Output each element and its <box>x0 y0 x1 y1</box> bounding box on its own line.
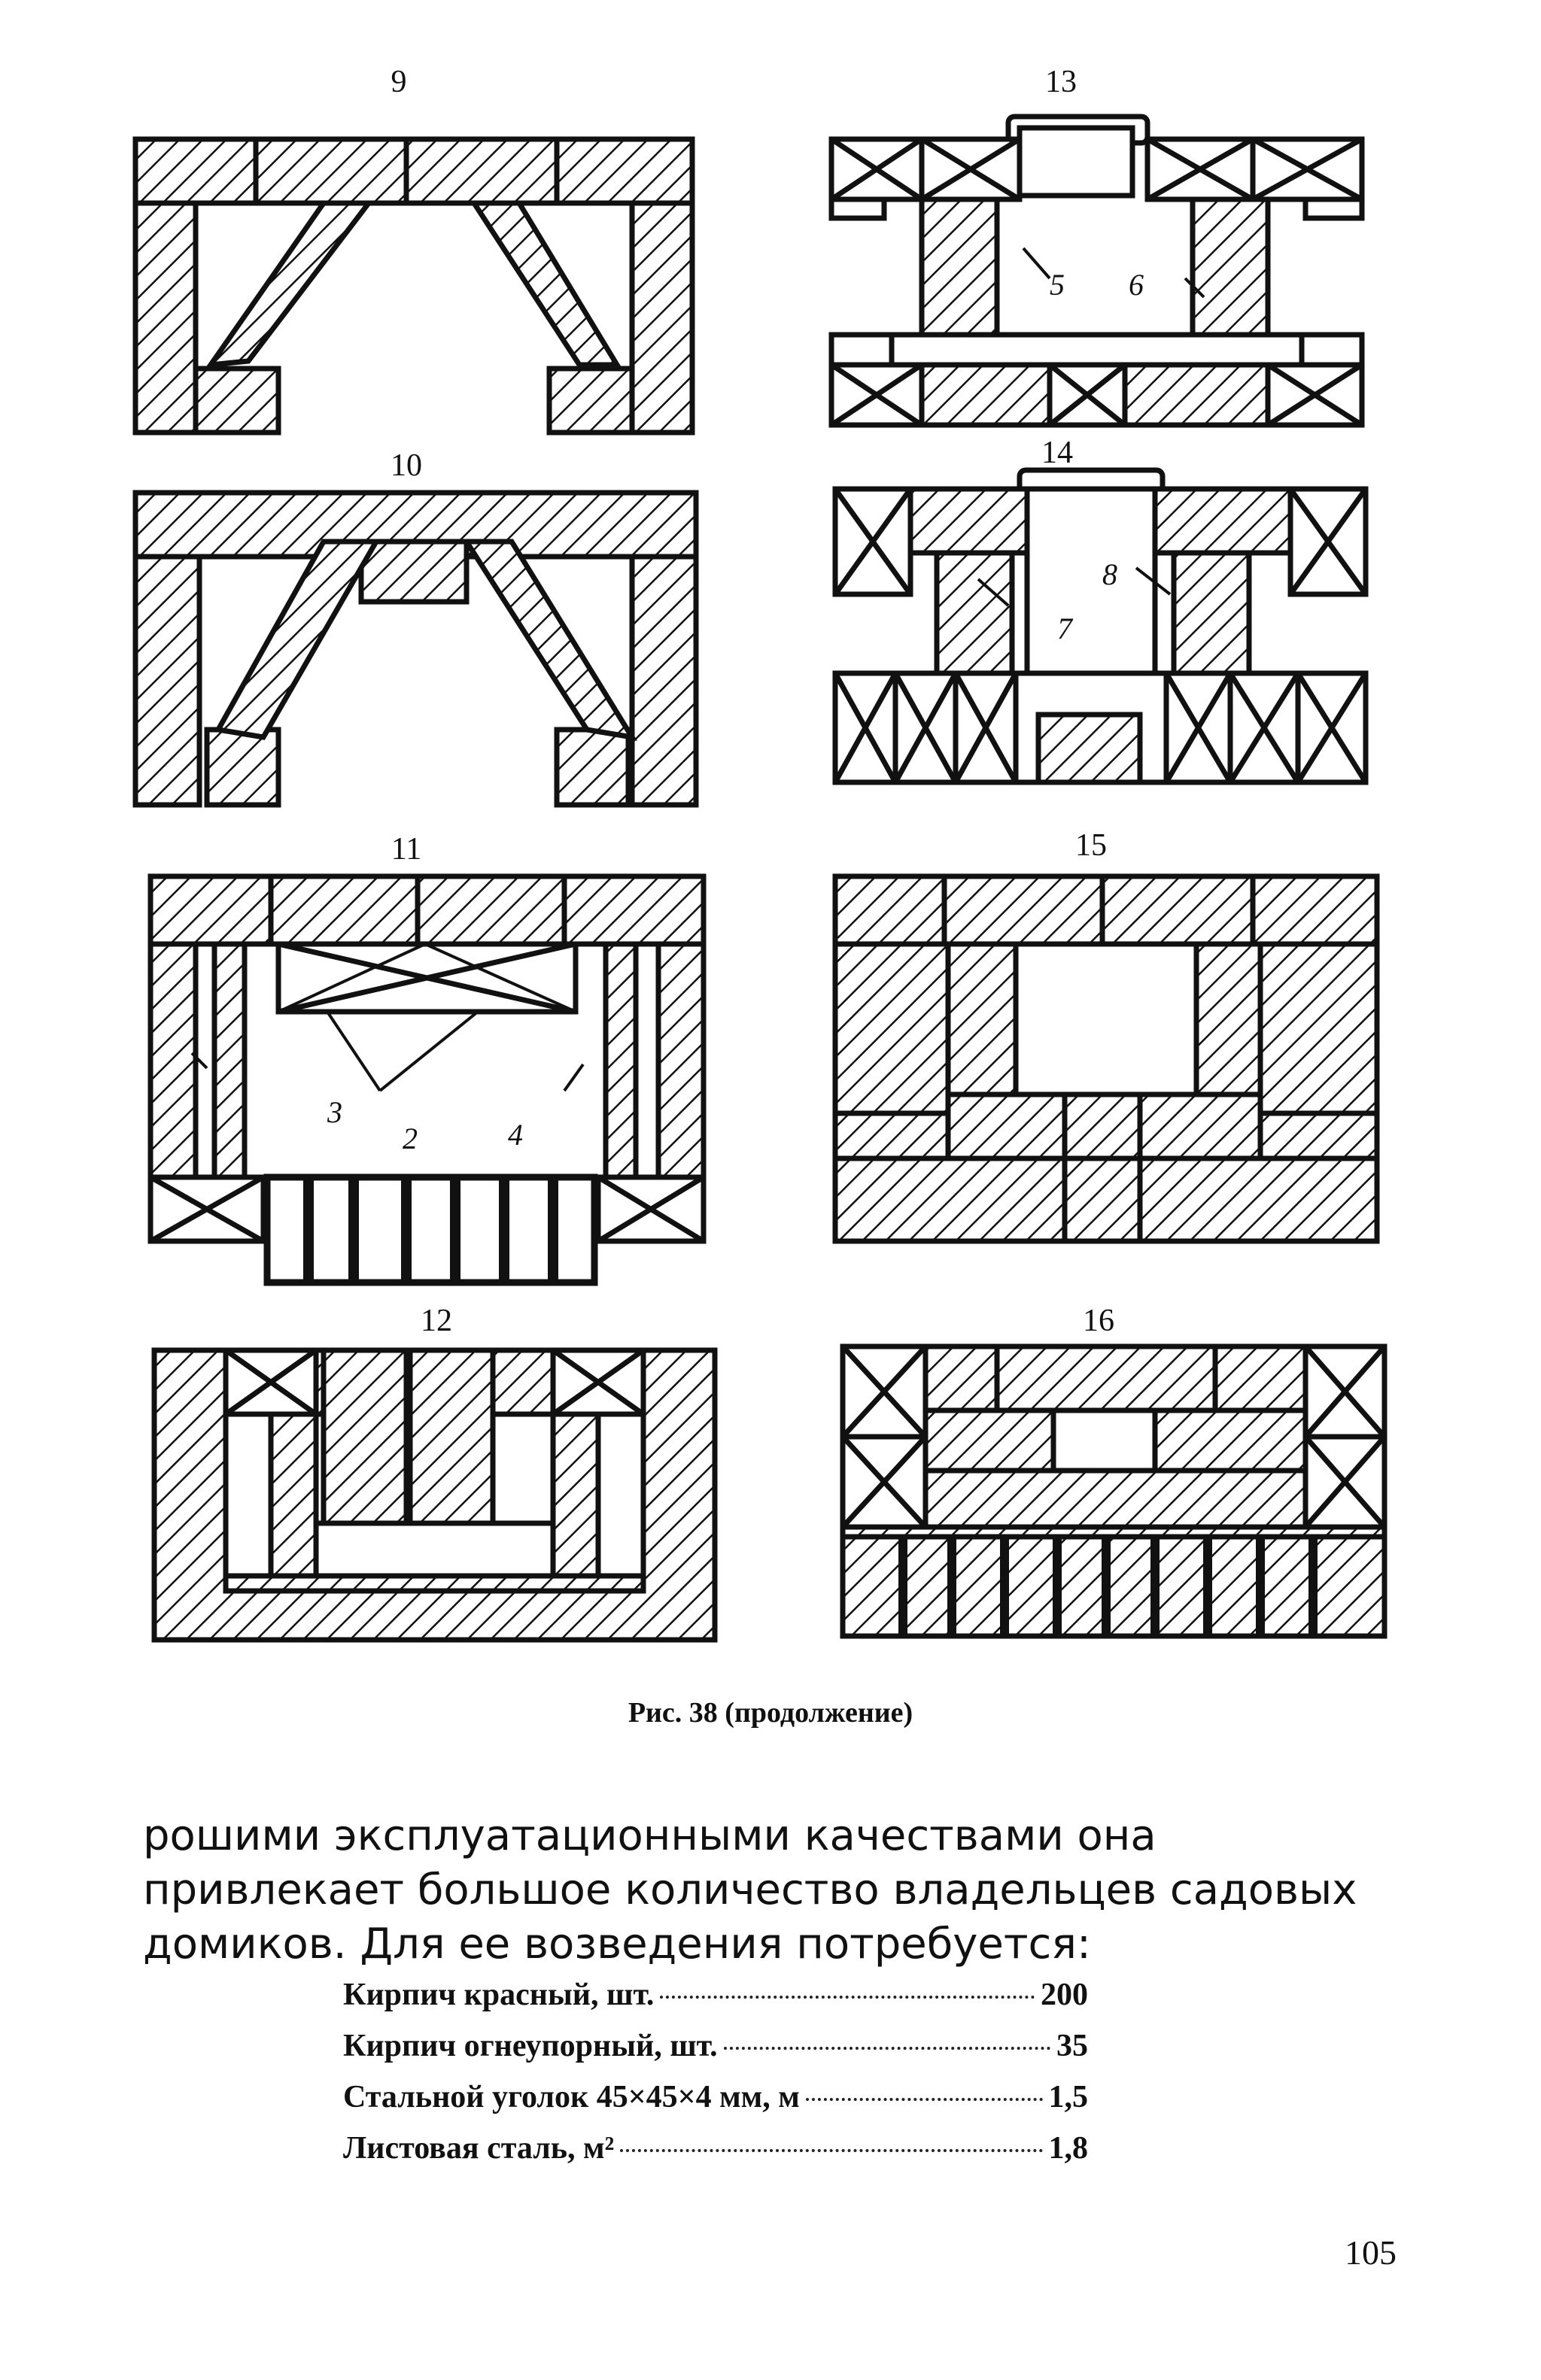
figure-number-13: 13 <box>1045 65 1077 99</box>
material-quantity: 1,5 <box>1048 2080 1088 2114</box>
materials-list <box>343 1977 1088 2181</box>
plan-figure-9 <box>135 135 700 436</box>
material-name: Стальной уголок 45×45×4 мм, м <box>343 2080 800 2114</box>
material-quantity: 35 <box>1056 2029 1088 2063</box>
figure-number-12: 12 <box>421 1304 452 1338</box>
plan-figure-13 <box>824 102 1381 440</box>
body-paragraph: рошими эксплуатационными качествами она привлекает большое количество владельцев садовых домиков. Для ее возведения потребуется: <box>143 1811 1357 1969</box>
plan-figure-14 <box>828 459 1384 790</box>
callout-5: 5 <box>1050 268 1065 302</box>
plan-figure-10 <box>135 489 707 812</box>
materials-list-item <box>343 1977 1088 2028</box>
callout-7: 7 <box>1057 612 1072 645</box>
callout-4: 4 <box>508 1118 523 1152</box>
figure-number-10: 10 <box>391 448 422 483</box>
figure-number-9: 9 <box>391 65 407 99</box>
figure-number-11: 11 <box>391 832 422 867</box>
callout-6: 6 <box>1129 268 1144 302</box>
leader-dots <box>620 2149 1042 2152</box>
figure-caption: Рис. 38 (продолжение) <box>628 1697 913 1729</box>
plan-figure-15 <box>831 873 1388 1249</box>
leader-dots <box>806 2098 1043 2101</box>
figure-number-15: 15 <box>1075 828 1107 863</box>
material-name: Кирпич красный, шт. <box>343 1978 655 2012</box>
leader-dots <box>724 2047 1050 2050</box>
material-quantity: 1,8 <box>1048 2131 1088 2166</box>
plan-figure-16 <box>839 1343 1396 1644</box>
materials-list-item <box>343 2079 1088 2130</box>
materials-list-item <box>343 2130 1088 2181</box>
figure-number-14: 14 <box>1041 436 1073 470</box>
material-name: Кирпич огнеупорный, шт. <box>343 2029 718 2063</box>
plan-figure-11 <box>147 873 719 1294</box>
material-quantity: 200 <box>1041 1978 1088 2012</box>
callout-8: 8 <box>1102 557 1117 591</box>
callout-2: 2 <box>403 1122 418 1155</box>
figure-number-16: 16 <box>1083 1304 1114 1338</box>
leader-dots <box>660 1996 1035 1999</box>
plan-figure-12 <box>150 1346 722 1647</box>
callout-3: 3 <box>327 1095 342 1129</box>
page-number: 105 <box>1345 2233 1397 2272</box>
materials-list-item <box>343 2028 1088 2079</box>
material-name: Листовая сталь, м² <box>343 2131 615 2166</box>
